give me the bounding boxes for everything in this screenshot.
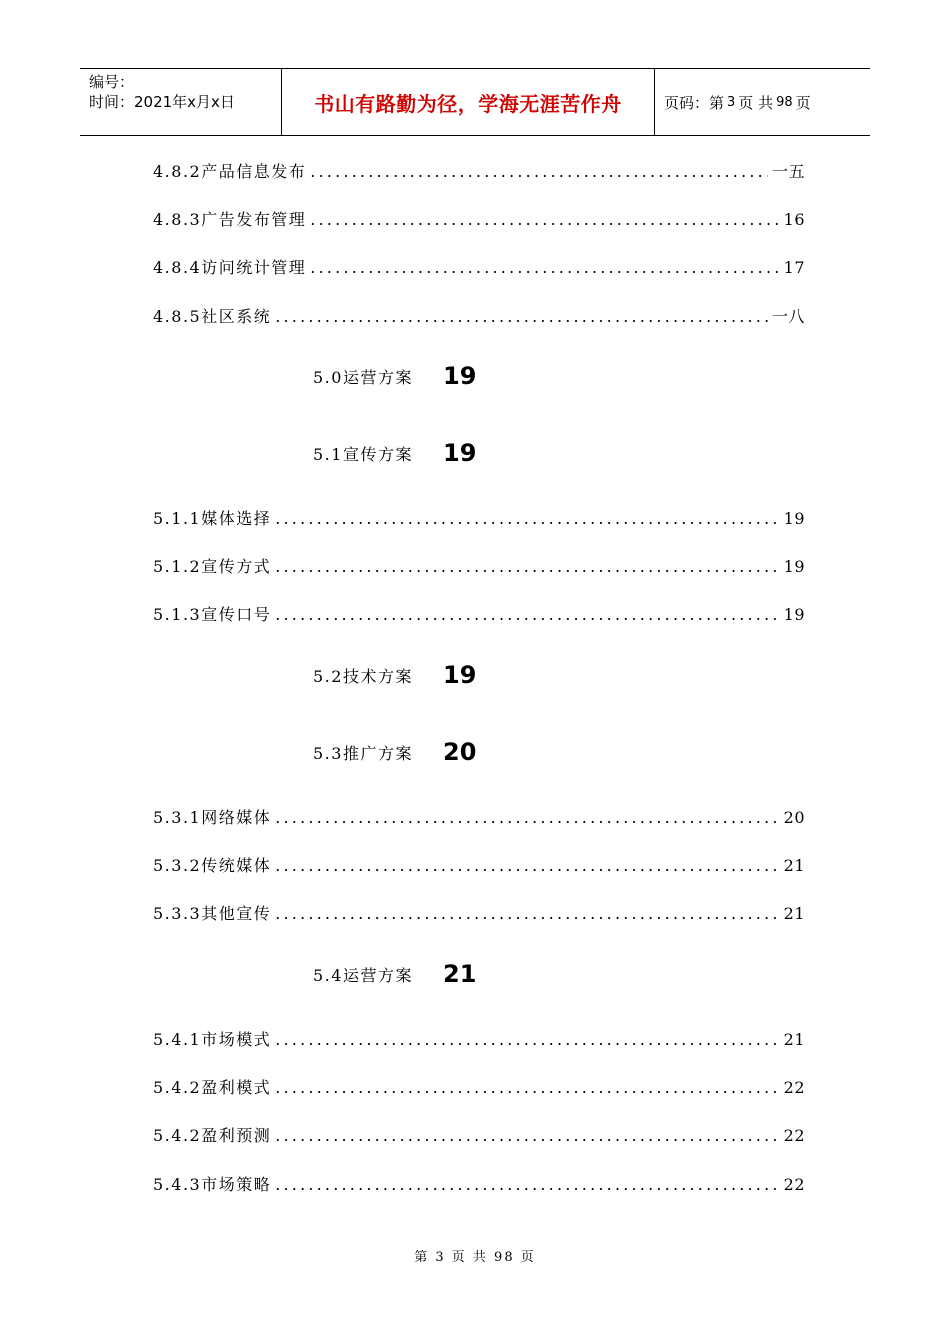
toc-leader-dots	[275, 808, 779, 828]
toc-section-page: 19	[443, 439, 477, 467]
toc-entry[interactable]	[153, 307, 805, 327]
toc-entry-page: 19	[783, 509, 805, 528]
toc-section-label: 5.3推广方案	[313, 743, 413, 763]
toc-entry[interactable]	[153, 856, 805, 876]
toc-entry-label: 4.8.3广告发布管理	[153, 210, 307, 229]
header-motto: 书山有路勤为径，学海无涯苦作舟	[314, 91, 622, 116]
toc-entry-label: 5.3.1网络媒体	[153, 808, 272, 827]
toc-leader-dots	[275, 1175, 779, 1195]
toc-section[interactable]	[313, 661, 476, 689]
page-total: 98	[776, 94, 793, 110]
toc-entry[interactable]	[153, 557, 805, 577]
toc-section-label: 5.1宣传方案	[313, 444, 413, 464]
toc-section-label: 5.4运营方案	[313, 965, 413, 985]
toc-entry[interactable]	[153, 808, 805, 828]
toc-entry[interactable]	[153, 1078, 805, 1098]
toc-entry-page: 21	[783, 1030, 805, 1049]
toc-entry-page: 17	[783, 258, 805, 277]
toc-leader-dots	[310, 162, 768, 182]
toc-leader-dots	[275, 1078, 779, 1098]
toc-leader-dots	[275, 904, 779, 924]
toc-section-page: 19	[443, 362, 477, 390]
toc-leader-dots	[275, 1030, 779, 1050]
page-mid: 页 共	[738, 93, 774, 112]
toc-entry-page: 19	[783, 557, 805, 576]
toc-entry-label: 4.8.5社区系统	[153, 307, 272, 326]
toc-entry-page: 22	[783, 1175, 805, 1194]
toc-section-label: 5.2技术方案	[313, 666, 413, 686]
toc-entry-label: 5.4.1市场模式	[153, 1030, 272, 1049]
toc-entry-page: 一五	[771, 162, 805, 181]
toc-entry-page: 20	[783, 808, 805, 827]
toc-entry-label: 4.8.2产品信息发布	[153, 162, 307, 181]
header-table	[80, 68, 870, 136]
header-motto-cell	[282, 69, 655, 135]
toc-leader-dots	[275, 856, 779, 876]
page-suffix: 页	[795, 93, 811, 112]
toc-entry-page: 21	[783, 904, 805, 923]
page-footer: 第 3 页 共 98 页	[414, 1250, 536, 1265]
toc-section-label: 5.0运营方案	[313, 367, 413, 387]
toc-entry-page: 一八	[771, 307, 805, 326]
toc-entry[interactable]	[153, 1175, 805, 1195]
toc-leader-dots	[275, 1126, 779, 1146]
document-number-label: 编号：	[89, 73, 135, 91]
toc-entry-label: 5.1.2宣传方式	[153, 557, 272, 576]
page-prefix: 页码：第	[664, 93, 725, 112]
toc-entry-label: 4.8.4访问统计管理	[153, 258, 307, 277]
toc-leader-dots	[275, 557, 779, 577]
toc-entry-page: 16	[783, 210, 805, 229]
document-time-label: 时间：2021年x月x日	[89, 93, 235, 111]
toc-leader-dots	[310, 258, 779, 278]
toc-section-page: 21	[443, 960, 477, 988]
header-meta-cell	[80, 69, 282, 135]
toc-entry[interactable]	[153, 210, 805, 230]
toc-section-page: 20	[443, 738, 477, 766]
toc-entry[interactable]	[153, 509, 805, 529]
toc-entry-label: 5.1.3宣传口号	[153, 605, 272, 624]
toc-entry-page: 21	[783, 856, 805, 875]
toc-section-page: 19	[443, 661, 477, 689]
toc-entry[interactable]	[153, 605, 805, 625]
toc-entry[interactable]	[153, 258, 805, 278]
toc-entry-page: 22	[783, 1126, 805, 1145]
toc-leader-dots	[310, 210, 779, 230]
page-current: 3	[727, 94, 736, 110]
toc-entry[interactable]	[153, 162, 805, 182]
toc-entry-label: 5.3.2传统媒体	[153, 856, 272, 875]
toc-entry[interactable]	[153, 1126, 805, 1146]
toc-entry[interactable]	[153, 904, 805, 924]
toc-section[interactable]	[313, 362, 476, 390]
header-page-cell	[655, 69, 870, 135]
toc-leader-dots	[275, 605, 779, 625]
toc-section[interactable]	[313, 738, 476, 766]
toc-entry-label: 5.1.1媒体选择	[153, 509, 272, 528]
toc-section[interactable]	[313, 439, 476, 467]
toc-entry-label: 5.3.3其他宣传	[153, 904, 272, 923]
toc-leader-dots	[275, 509, 779, 529]
toc-section[interactable]	[313, 960, 476, 988]
toc-entry-page: 19	[783, 605, 805, 624]
toc-entry-label: 5.4.2盈利预测	[153, 1126, 272, 1145]
toc-entry-page: 22	[783, 1078, 805, 1097]
toc-entry-label: 5.4.2盈利模式	[153, 1078, 272, 1097]
toc-entry[interactable]	[153, 1030, 805, 1050]
toc-leader-dots	[275, 307, 768, 327]
toc-entry-label: 5.4.3市场策略	[153, 1175, 272, 1194]
